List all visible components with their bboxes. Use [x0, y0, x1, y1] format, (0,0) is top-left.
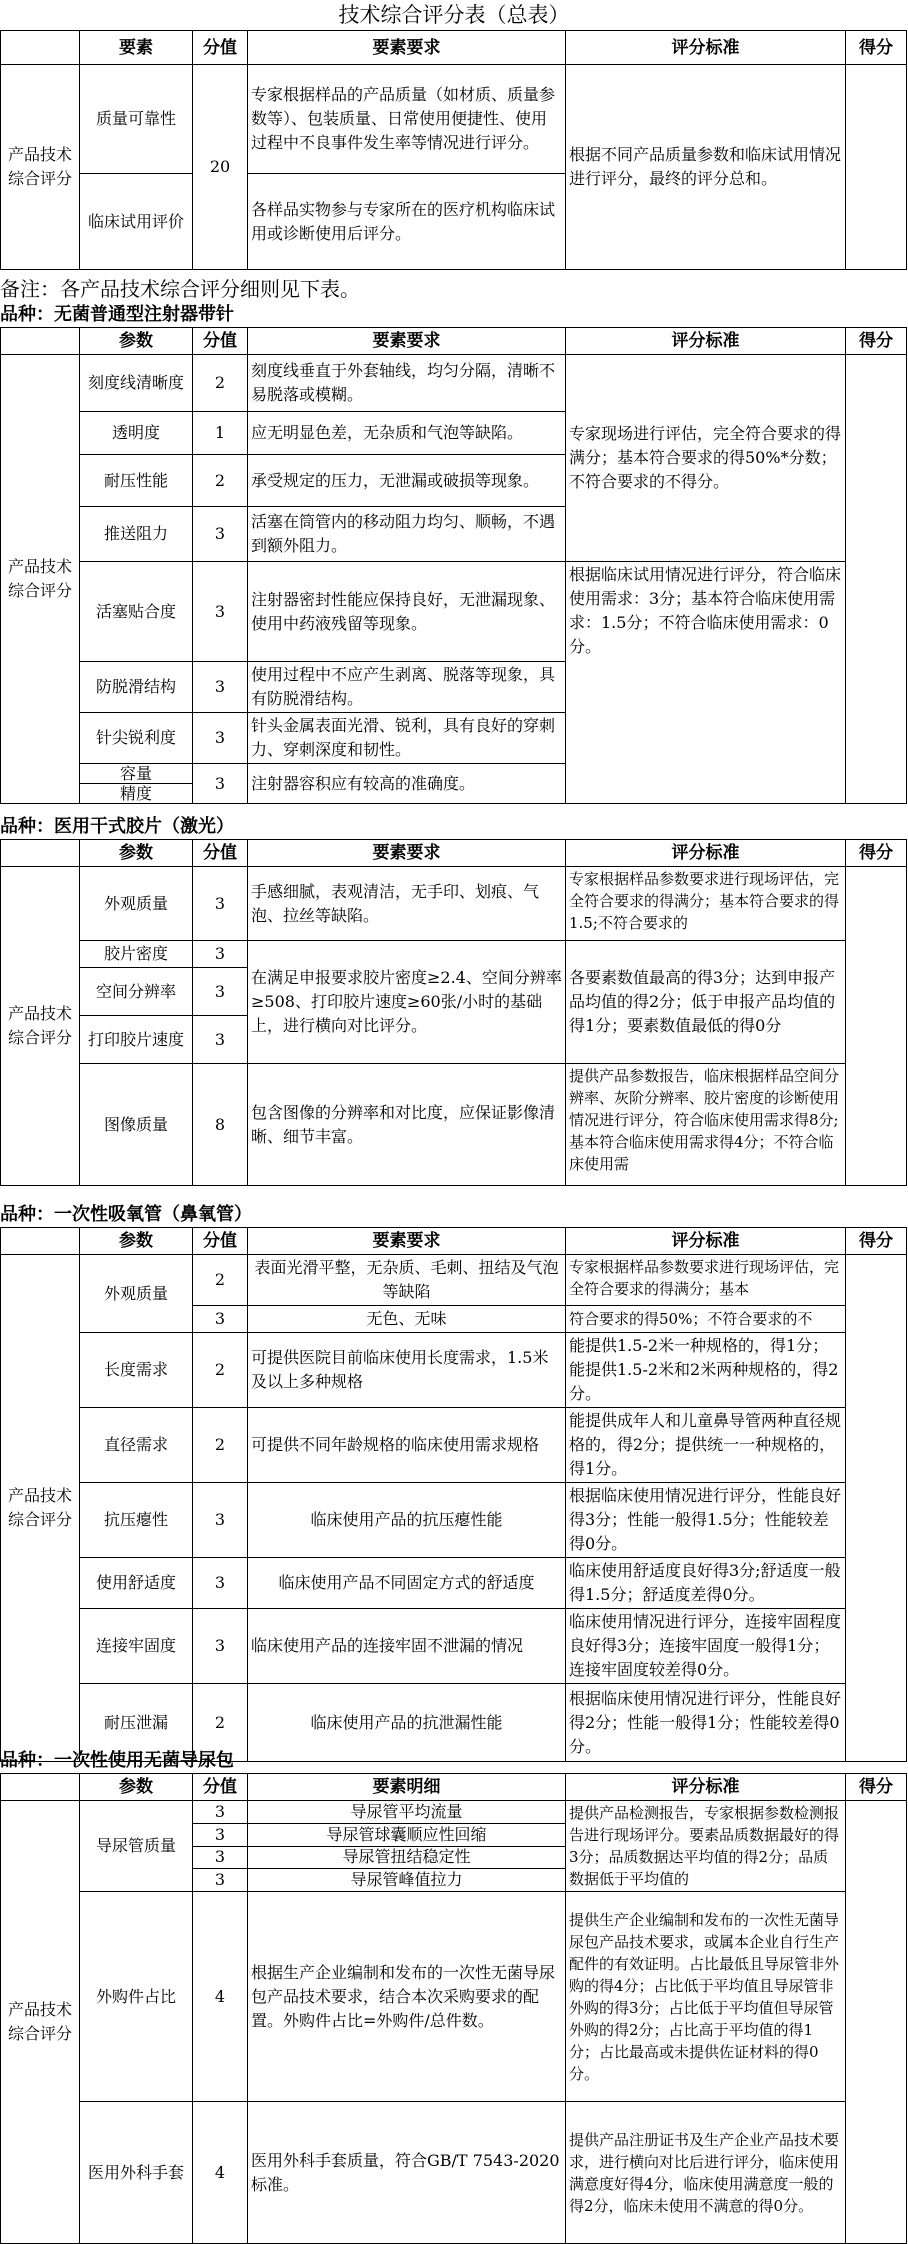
header-points: 得分	[846, 1228, 907, 1255]
param-cell: 刻度线清晰度	[80, 355, 193, 412]
score-cell: 3	[193, 1558, 248, 1609]
header-requirement: 要素要求	[248, 31, 566, 65]
header-param: 参数	[80, 1774, 193, 1801]
standard-cell: 能提供1.5-2米一种规格的，得1分；能提供1.5-2米和2米两种规格的，得2分。	[566, 1333, 846, 1408]
score-cell: 3	[193, 562, 248, 662]
header-points: 得分	[846, 31, 907, 65]
param-cell: 活塞贴合度	[80, 562, 193, 662]
requirement-cell: 导尿管扭结稳定性	[248, 1846, 566, 1869]
header-requirement: 要素要求	[248, 1228, 566, 1255]
summary-category: 产品技术综合评分	[1, 65, 80, 270]
standard-cell: 符合要求的得50%；不符合要求的不	[566, 1306, 846, 1333]
score-cell: 3	[193, 941, 248, 968]
requirement-cell: 在满足申报要求胶片密度≥2.4、空间分辨率≥508、打印胶片速度≥60张/小时的基础上，进行横向对比评分。	[248, 941, 566, 1064]
header-standard: 评分标准	[566, 1774, 846, 1801]
standard-cell: 根据临床试用情况进行评分，符合临床使用需求：3分；基本符合临床使用需求：1.5分；不符合临床使用需求：0分。	[566, 562, 846, 804]
param-cell: 外购件占比	[80, 1892, 193, 2102]
param-cell: 胶片密度	[80, 941, 193, 968]
param-cell: 外观质量	[80, 1255, 193, 1333]
requirement-cell: 临床使用产品不同固定方式的舒适度	[248, 1558, 566, 1609]
header-param: 参数	[80, 1228, 193, 1255]
catheter-kit-table	[0, 1773, 907, 2244]
summary-element: 质量可靠性	[80, 65, 193, 174]
requirement-cell: 手感细腻，表观清洁，无手印、划痕、气泡、拉丝等缺陷。	[248, 867, 566, 941]
score-cell: 2	[193, 355, 248, 412]
param-cell: 空间分辨率	[80, 968, 193, 1016]
header-blank	[1, 328, 80, 355]
score-cell: 3	[193, 968, 248, 1016]
variety-title: 品种：一次性使用无菌导尿包	[0, 1750, 234, 1771]
header-blank	[1, 31, 80, 65]
param-cell: 耐压泄漏	[80, 1684, 193, 1762]
summary-requirement: 专家根据样品的产品质量（如材质、质量参数等）、包装质量、日常使用便捷性、使用过程中不良事件发生率等情况进行评分。	[248, 65, 566, 174]
score-cell: 1	[193, 412, 248, 455]
requirement-cell: 根据生产企业编制和发布的一次性无菌导尿包产品技术要求，结合本次采购要求的配置。外购件占比=外购件/总件数。	[248, 1892, 566, 2102]
standard-cell: 专家现场进行评估，完全符合要求的得满分；基本符合要求的得50%*分数；不符合要求的不得分。	[566, 355, 846, 562]
requirement-cell: 临床使用产品的抗泄漏性能	[248, 1684, 566, 1762]
requirement-cell: 针头金属表面光滑、锐利，具有良好的穿刺力、穿刺深度和韧性。	[248, 713, 566, 764]
requirement-cell: 可提供医院目前临床使用长度需求，1.5米及以上多种规格	[248, 1333, 566, 1408]
header-score: 分值	[193, 31, 248, 65]
points-cell	[846, 867, 907, 1186]
requirement-cell: 医用外科手套质量，符合GB/T 7543-2020标准。	[248, 2102, 566, 2244]
header-blank	[1, 1228, 80, 1255]
summary-requirement: 各样品实物参与专家所在的医疗机构临床试用或诊断使用后评分。	[248, 174, 566, 270]
requirement-cell: 包含图像的分辨率和对比度，应保证影像清晰、细节丰富。	[248, 1064, 566, 1186]
requirement-cell: 使用过程中不应产生剥离、脱落等现象，具有防脱滑结构。	[248, 662, 566, 713]
film-table	[0, 839, 907, 1186]
score-cell: 3	[193, 1869, 248, 1892]
requirement-cell: 活塞在筒管内的移动阻力均匀、顺畅，不遇到额外阻力。	[248, 507, 566, 562]
header-score: 分值	[193, 1228, 248, 1255]
param-cell: 使用舒适度	[80, 1558, 193, 1609]
header-standard: 评分标准	[566, 31, 846, 65]
score-cell: 4	[193, 2102, 248, 2244]
header-requirement: 要素要求	[248, 840, 566, 867]
standard-cell: 提供产品注册证书及生产企业产品技术要求，进行横向对比后进行评分，临床使用满意度好得4分，临床使用满意度一般的得2分，临床未使用不满意的得0分。	[566, 2102, 846, 2244]
category-cell: 产品技术综合评分	[1, 867, 80, 1186]
param-cell: 图像质量	[80, 1064, 193, 1186]
header-standard: 评分标准	[566, 1228, 846, 1255]
points-cell	[846, 355, 907, 804]
header-param: 参数	[80, 840, 193, 867]
param-cell: 抗压瘪性	[80, 1483, 193, 1558]
param-cell: 防脱滑结构	[80, 662, 193, 713]
score-cell: 3	[193, 1823, 248, 1846]
score-cell: 3	[193, 1846, 248, 1869]
note: 备注：各产品技术综合评分细则见下表。	[0, 277, 360, 301]
requirement-cell: 表面光滑平整，无杂质、毛刺、扭结及气泡等缺陷	[248, 1255, 566, 1306]
score-cell: 2	[193, 1684, 248, 1762]
requirement-cell: 注射器密封性能应保持良好，无泄漏现象、使用中药液残留等现象。	[248, 562, 566, 662]
score-cell: 3	[193, 764, 248, 804]
variety-title: 品种：医用干式胶片（激光）	[0, 816, 234, 837]
header-score: 分值	[193, 1774, 248, 1801]
summary-standard: 根据不同产品质量参数和临床试用情况进行评分，最终的评分总和。	[566, 65, 846, 270]
score-cell: 2	[193, 1408, 248, 1483]
score-cell: 3	[193, 1016, 248, 1064]
header-requirement: 要素要求	[248, 328, 566, 355]
requirement-cell: 导尿管峰值拉力	[248, 1869, 566, 1892]
header-points: 得分	[846, 328, 907, 355]
score-cell: 3	[193, 1609, 248, 1684]
page-title: 技术综合评分表（总表）	[338, 3, 570, 27]
summary-table	[0, 30, 907, 270]
category-cell: 产品技术综合评分	[1, 1801, 80, 2244]
header-blank	[1, 1774, 80, 1801]
header-detail: 要素明细	[248, 1774, 566, 1801]
standard-cell: 专家根据样品参数要求进行现场评估，完全符合要求的得满分；基本	[566, 1255, 846, 1306]
header-score: 分值	[193, 840, 248, 867]
header-score: 分值	[193, 328, 248, 355]
param-cell: 耐压性能	[80, 455, 193, 507]
summary-element: 临床试用评价	[80, 174, 193, 270]
category-cell: 产品技术综合评分	[1, 355, 80, 804]
standard-cell: 各要素数值最高的得3分；达到申报产品均值的得2分；低于申报产品均值的得1分；要素数值最低的得0分	[566, 941, 846, 1064]
score-cell: 3	[193, 1801, 248, 1824]
score-cell: 8	[193, 1064, 248, 1186]
category-cell: 产品技术综合评分	[1, 1255, 80, 1762]
header-param: 参数	[80, 328, 193, 355]
param-cell: 推送阻力	[80, 507, 193, 562]
header-points: 得分	[846, 840, 907, 867]
syringe-table	[0, 327, 907, 804]
score-cell: 2	[193, 455, 248, 507]
score-cell: 3	[193, 867, 248, 941]
standard-cell: 临床使用情况进行评分，连接牢固程度良好得3分；连接牢固度一般得1分；连接牢固度较差得0分。	[566, 1609, 846, 1684]
header-standard: 评分标准	[566, 840, 846, 867]
requirement-cell: 无色、无味	[248, 1306, 566, 1333]
requirement-cell: 刻度线垂直于外套轴线，均匀分隔，清晰不易脱落或模糊。	[248, 355, 566, 412]
score-cell: 3	[193, 1483, 248, 1558]
variety-title: 品种：无菌普通型注射器带针	[0, 304, 234, 325]
summary-points-cell	[846, 65, 907, 270]
score-cell: 4	[193, 1892, 248, 2102]
score-cell: 3	[193, 713, 248, 764]
param-cell: 打印胶片速度	[80, 1016, 193, 1064]
score-cell: 2	[193, 1255, 248, 1306]
header-points: 得分	[846, 1774, 907, 1801]
requirement-cell: 临床使用产品的抗压瘪性能	[248, 1483, 566, 1558]
standard-cell: 提供产品检测报告，专家根据参数检测报告进行现场评分。要素品质数据最好的得3分；品质数据达平均值的得2分；品质数据低于平均值的	[566, 1801, 846, 1892]
requirement-cell: 临床使用产品的连接牢固不泄漏的情况	[248, 1609, 566, 1684]
requirement-cell: 可提供不同年龄规格的临床使用需求规格	[248, 1408, 566, 1483]
oxygen-tube-table	[0, 1227, 907, 1762]
score-cell: 3	[193, 507, 248, 562]
standard-cell: 根据临床使用情况进行评分，性能良好得2分；性能一般得1分；性能较差得0分。	[566, 1684, 846, 1762]
requirement-cell: 注射器容积应有较高的准确度。	[248, 764, 566, 804]
param-cell: 容量	[80, 764, 193, 784]
standard-cell: 根据临床使用情况进行评分，性能良好得3分；性能一般得1.5分；性能较差得0分。	[566, 1483, 846, 1558]
standard-cell: 专家根据样品参数要求进行现场评估，完全符合要求的得满分；基本符合要求的得1.5;不符合要求的	[566, 867, 846, 941]
param-cell: 透明度	[80, 412, 193, 455]
param-cell: 针尖锐利度	[80, 713, 193, 764]
header-element: 要素	[80, 31, 193, 65]
param-cell: 连接牢固度	[80, 1609, 193, 1684]
standard-cell: 能提供成年人和儿童鼻导管两种直径规格的，得2分；提供统一一种规格的，得1分。	[566, 1408, 846, 1483]
summary-score: 20	[193, 65, 248, 270]
score-cell: 3	[193, 1306, 248, 1333]
param-cell: 外观质量	[80, 867, 193, 941]
requirement-cell: 应无明显色差，无杂质和气泡等缺陷。	[248, 412, 566, 455]
header-standard: 评分标准	[566, 328, 846, 355]
param-cell: 精度	[80, 784, 193, 804]
variety-title: 品种：一次性吸氧管（鼻氧管）	[0, 1204, 252, 1225]
standard-cell: 临床使用舒适度良好得3分;舒适度一般得1.5分；舒适度差得0分。	[566, 1558, 846, 1609]
param-cell: 导尿管质量	[80, 1801, 193, 1892]
requirement-cell: 承受规定的压力，无泄漏或破损等现象。	[248, 455, 566, 507]
score-cell: 2	[193, 1333, 248, 1408]
requirement-cell: 导尿管球囊顺应性回缩	[248, 1823, 566, 1846]
param-cell: 医用外科手套	[80, 2102, 193, 2244]
param-cell: 长度需求	[80, 1333, 193, 1408]
points-cell	[846, 1801, 907, 2244]
param-cell: 直径需求	[80, 1408, 193, 1483]
standard-cell: 提供产品参数报告，临床根据样品空间分辨率、灰阶分辨率、胶片密度的诊断使用情况进行评分，符合临床使用需求得8分;基本符合临床使用需求得4分；不符合临床使用需	[566, 1064, 846, 1186]
header-blank	[1, 840, 80, 867]
score-cell: 3	[193, 662, 248, 713]
standard-cell: 提供生产企业编制和发布的一次性无菌导尿包产品技术要求，或属本企业自行生产配件的有效证明。占比最低且导尿管非外购的得4分；占比低于平均值且导尿管非外购的得3分；占比低于平均值但导尿管外购的得2分；占比高于平均值的得1分；占比最高或未提供佐证材料的得0分。	[566, 1892, 846, 2102]
points-cell	[846, 1255, 907, 1762]
requirement-cell: 导尿管平均流量	[248, 1801, 566, 1824]
